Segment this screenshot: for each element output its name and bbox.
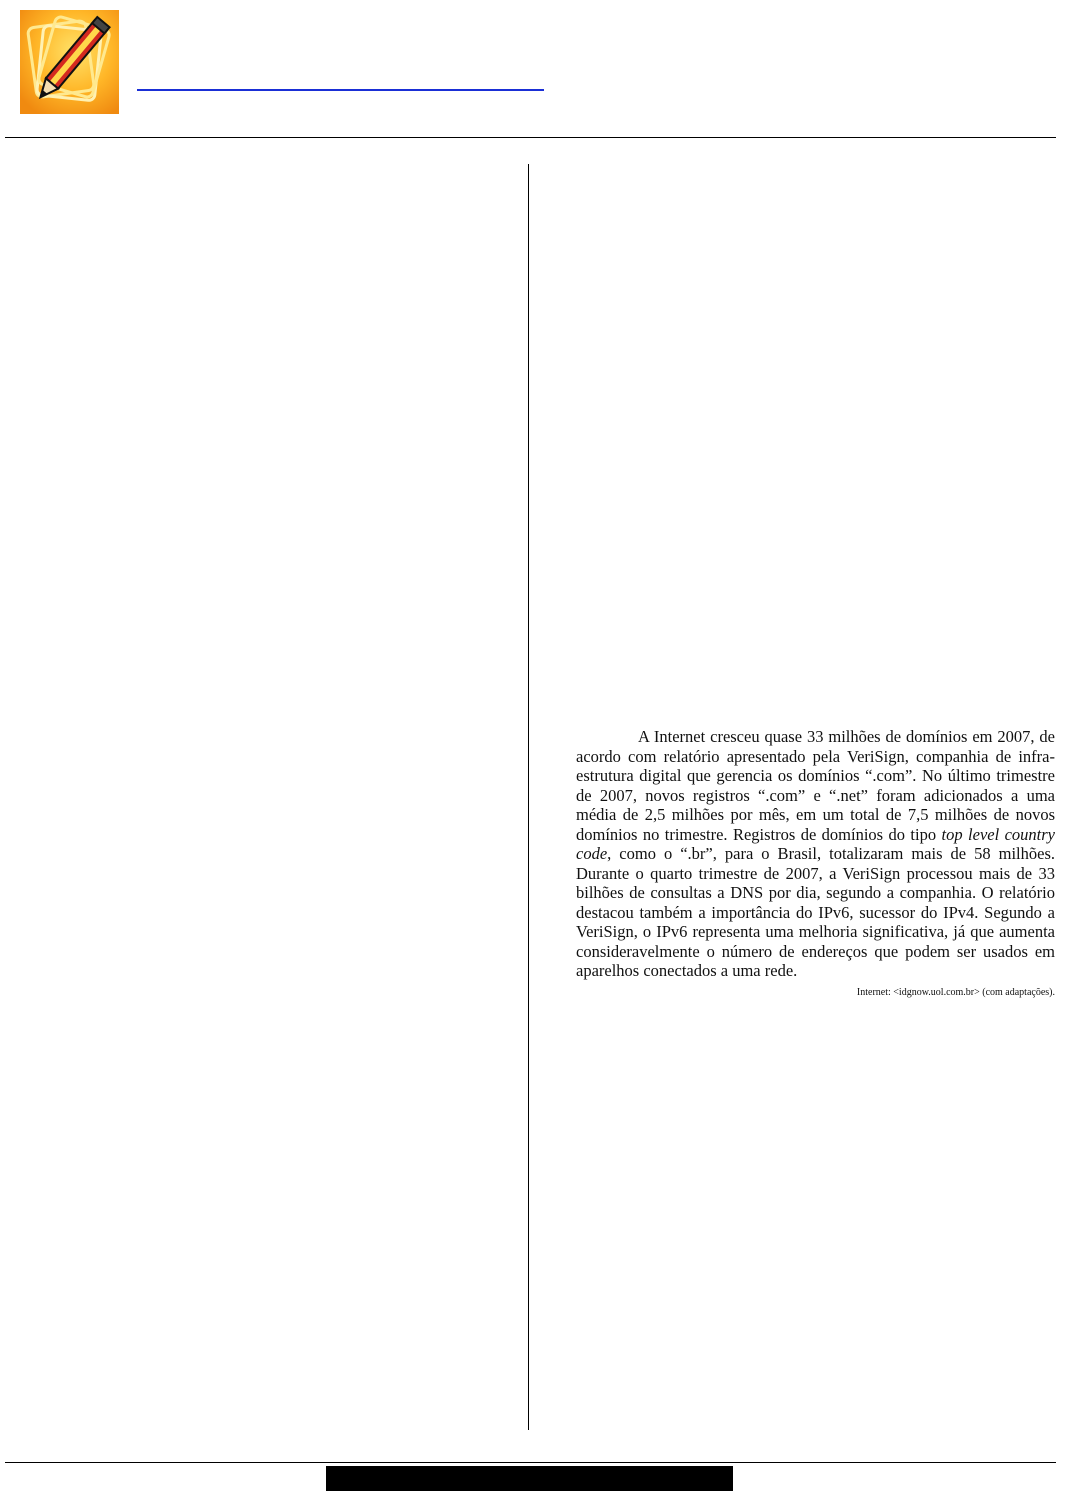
- column-divider: [528, 164, 529, 1430]
- header-link-underline[interactable]: [137, 89, 544, 91]
- article-source: Internet: <idgnow.uol.com.br> (com adaptações).: [856, 986, 1055, 998]
- article-paragraph: [576, 727, 1055, 981]
- pencil-notepad-logo-icon: [20, 10, 119, 114]
- article-text-italic: top level country code: [576, 824, 1055, 863]
- article-text-part2: , como o “.br”, para o Brasil, totalizaram mais de 58 milhões. Durante o quarto trimestre de 2007, a VeriSign processou mais de 33 bilhões de consultas a DNS por dia, segundo a companhia. O relatório destacou também a importância do IPv6, sucessor do IPv4. Segundo a VeriSign, o IPv6 representa uma melhoria significativa, já que aumenta consideravelmente o número de endereços que podem ser usados em aparelhos conectados a uma rede.: [576, 844, 1055, 980]
- footer-bar: [326, 1466, 733, 1491]
- article-text-part1: A Internet cresceu quase 33 milhões de domínios em 2007, de acordo com relatório apresentado pela VeriSign, companhia de infra-estrutura digital que gerencia os domínios “.com”. No último trimestre de 2007, novos registros “.com” e “.net” foram adicionados a uma média de 2,5 milhões por mês, em um total de 7,5 milhões de novos domínios no trimestre. Registros de domínios do tipo: [576, 727, 1055, 844]
- article-block: [576, 727, 1055, 999]
- header-divider: [5, 137, 1056, 138]
- footer-divider: [5, 1462, 1056, 1463]
